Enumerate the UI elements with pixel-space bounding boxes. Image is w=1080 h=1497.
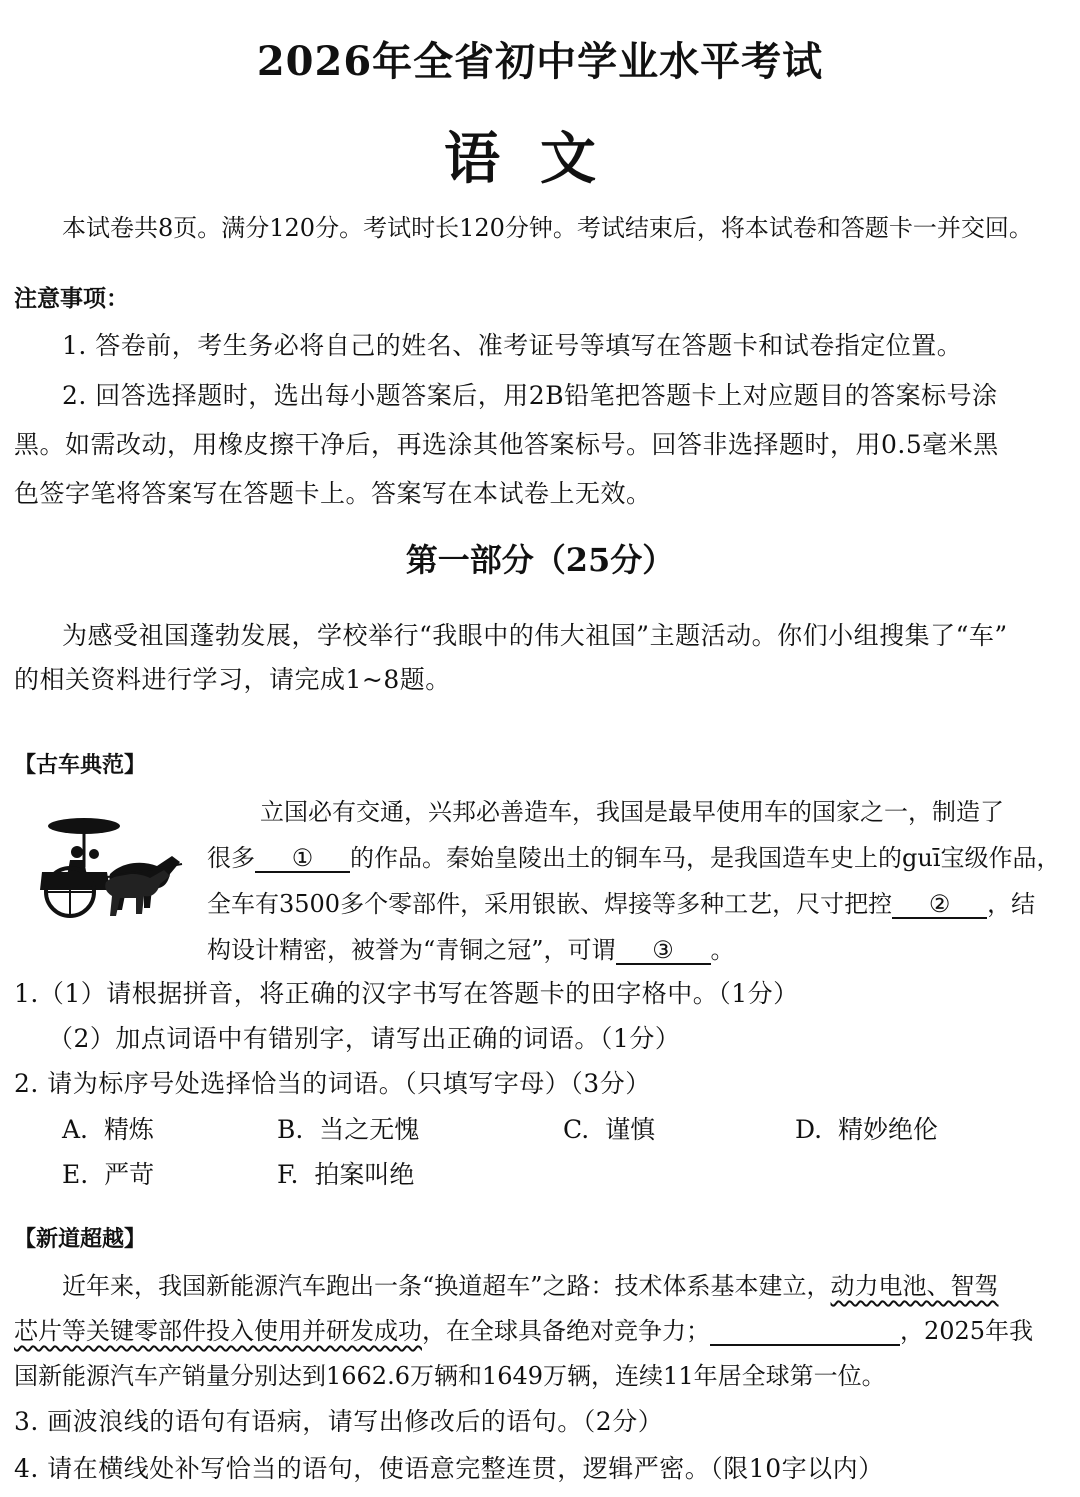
option-e [62, 1155, 154, 1191]
part-heading: 第一部分（25分） [405, 541, 675, 579]
question-3: 3. 画波浪线的语句有语病，请写出修改后的语句。（2分） [14, 1407, 664, 1436]
exam-title: 2026年全省初中学业水平考试 [256, 38, 824, 85]
new-passage-line-2 [14, 1311, 1033, 1346]
ancient-passage-line-2 [207, 838, 1061, 873]
question-2: 2. 请为标序号处选择恰当的词语。（只填写字母）（3分） [14, 1069, 651, 1098]
exam-intro: 本试卷共8页。满分120分。考试时长120分钟。考试结束后，将本试卷和答题卡一并交回。 [62, 214, 1033, 242]
option-letter: B. [277, 1115, 304, 1144]
blank-fill-in [710, 1318, 900, 1346]
note-item-1: 1. 答卷前，考生务必将自己的姓名、准考证号等填写在答题卡和试卷指定位置。 [62, 331, 963, 360]
section-tag-ancient: 【古车典范】 [14, 752, 147, 778]
note-item-2-line-3: 色签字笔将答案写在答题卡上。答案写在本试卷上无效。 [14, 479, 652, 508]
option-letter: C. [563, 1115, 590, 1144]
blank-1: ① [255, 845, 350, 873]
ancient-text: 构设计精密，被誉为“青铜之冠”，可谓 [207, 936, 616, 964]
option-b [277, 1110, 419, 1146]
ancient-passage-line-3 [207, 884, 1035, 919]
new-text: 近年来，我国新能源汽车跑出一条“换道超车”之路：技术体系基本建立， [62, 1272, 831, 1300]
question-4: 4. 请在横线处补写恰当的语句，使语意完整连贯，逻辑严密。（限10字以内） [14, 1454, 884, 1483]
section-tag-new: 【新道超越】 [14, 1226, 147, 1252]
wavy-sentence-part-2: 芯片等关键零部件投入使用并研发成功 [14, 1317, 422, 1345]
blank-2: ② [892, 891, 987, 919]
new-passage-line-1 [62, 1266, 999, 1301]
question-1-1: 1.（1）请根据拼音，将正确的汉字书写在答题卡的田字格中。（1分） [14, 979, 799, 1008]
option-f [277, 1155, 414, 1191]
part-intro-line-2: 的相关资料进行学习，请完成1~8题。 [14, 665, 451, 694]
new-text: ，2025年我 [900, 1317, 1034, 1345]
option-letter: F. [277, 1160, 299, 1189]
option-letter: A. [62, 1115, 89, 1144]
option-letter: E. [62, 1160, 89, 1189]
ancient-passage-line-4 [207, 930, 735, 965]
ancient-text: 。 [710, 936, 735, 964]
blank-3: ③ [616, 937, 711, 965]
option-text: 当之无愧 [319, 1115, 420, 1144]
ancient-text: 的作品。秦始皇陵出土的铜车马，是我国造车史上的guī宝级作品， [350, 844, 1061, 872]
note-item-2-line-2: 黑。如需改动，用橡皮擦干净后，再选涂其他答案标号。回答非选择题时，用0.5毫米黑 [14, 430, 999, 459]
ancient-text: ，结 [987, 890, 1036, 918]
option-letter: D. [795, 1115, 823, 1144]
subject-title: 语文 [444, 126, 636, 192]
notes-heading: 注意事项： [14, 285, 129, 312]
option-text: 谨慎 [605, 1115, 656, 1144]
ancient-passage-line-1: 立国必有交通，兴邦必善造车，我国是最早使用车的国家之一，制造了 [260, 798, 1004, 826]
ancient-text: 很多 [207, 844, 255, 872]
option-text: 精炼 [103, 1115, 154, 1144]
option-a [62, 1110, 154, 1146]
option-d [795, 1110, 938, 1146]
ancient-text: 全车有3500多个零部件，采用银嵌、焊接等多种工艺，尺寸把控 [207, 890, 893, 918]
note-item-2-line-1: 2. 回答选择题时，选出每小题答案后，用2B铅笔把答题卡上对应题目的答案标号涂 [62, 381, 998, 410]
new-text: ，在全球具备绝对竞争力； [422, 1317, 710, 1345]
new-passage-line-3: 国新能源汽车产销量分别达到1662.6万辆和1649万辆，连续11年居全球第一位。 [14, 1362, 886, 1390]
option-text: 拍案叫绝 [314, 1160, 415, 1189]
question-1-2: （2）加点词语中有错别字，请写出正确的词语。（1分） [48, 1024, 681, 1053]
wavy-sentence-part-1: 动力电池、智驾 [830, 1272, 999, 1300]
option-text: 严苛 [104, 1160, 155, 1189]
part-intro-line-1: 为感受祖国蓬勃发展，学校举行“我眼中的伟大祖国”主题活动。你们小组搜集了“车” [62, 621, 1008, 650]
chariot-illustration [22, 812, 192, 922]
option-text: 精妙绝伦 [838, 1115, 939, 1144]
option-c [563, 1110, 655, 1146]
